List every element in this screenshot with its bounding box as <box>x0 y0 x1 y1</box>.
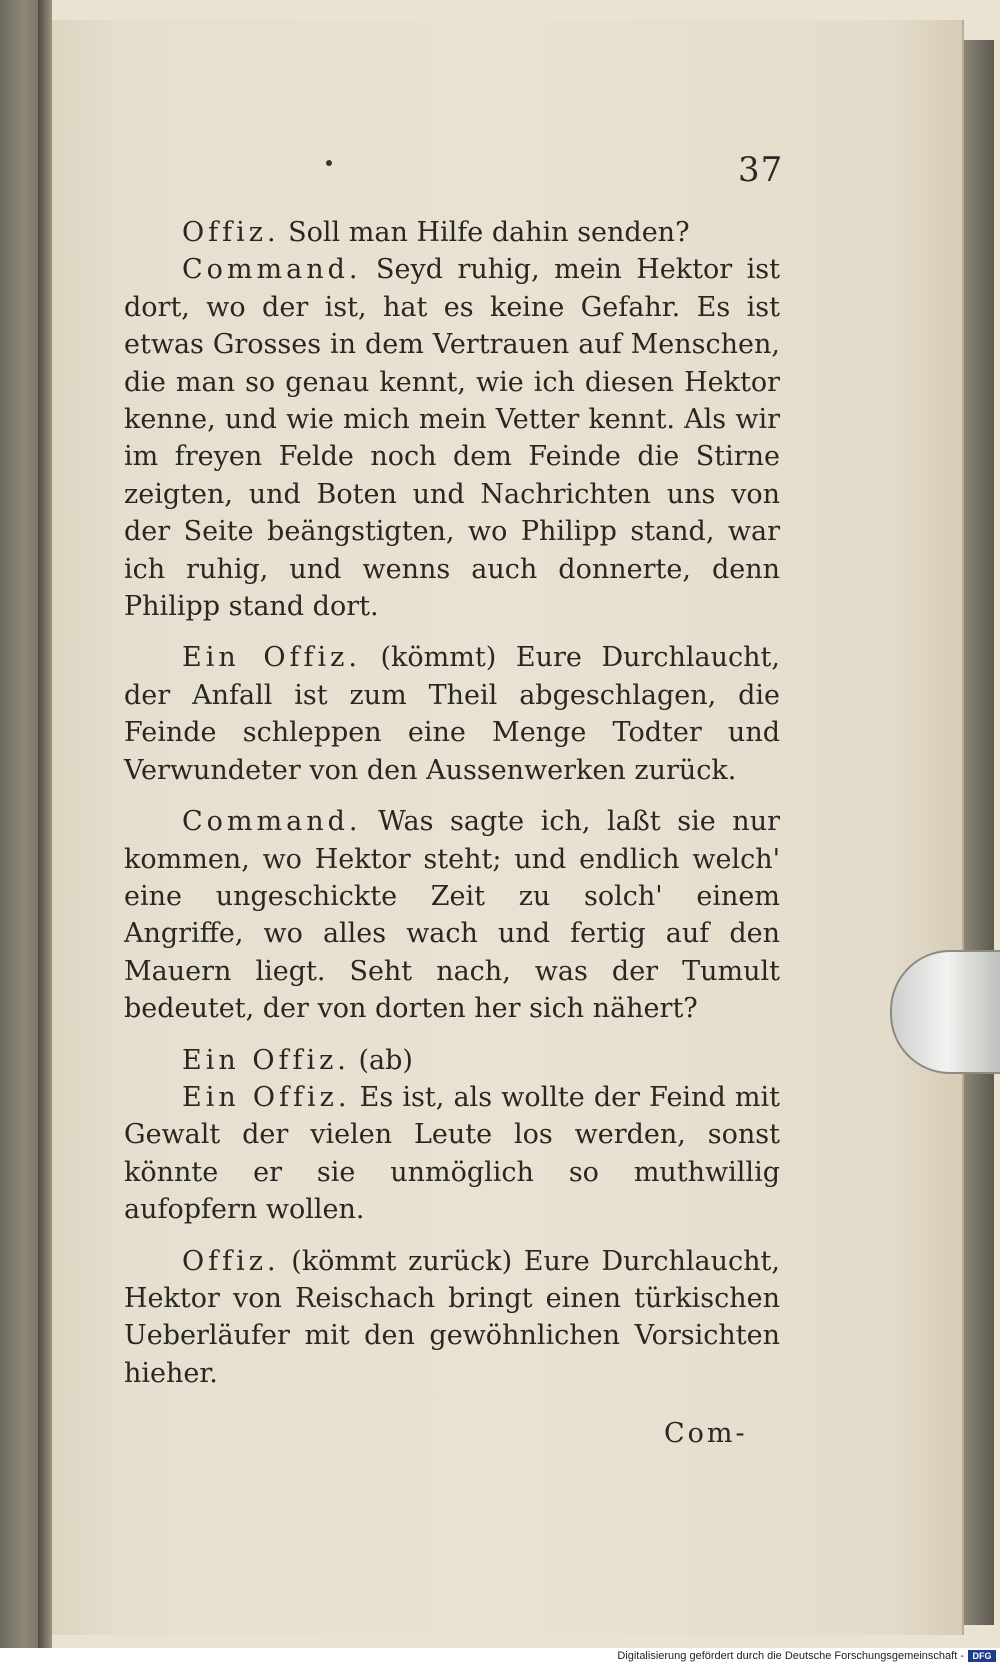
dfg-logo-icon: DFG <box>968 1650 996 1662</box>
left-cover-edge <box>38 0 52 1648</box>
speaker-name: Offiz. <box>182 1245 280 1277</box>
speaker-name: Command. <box>182 254 362 286</box>
speaker-name: Ein Offiz. <box>182 1081 351 1113</box>
speaker-name: Offiz. <box>182 217 280 248</box>
speech-text: Es ist, als wollte der Feind mit Gewalt der vielen Leute los werden, sonst könnte er sie unmöglich so muthwillig aufopfern wollen. <box>124 1081 780 1226</box>
speech-text: (kömmt zurück) Eure Durchlaucht, Hektor von Reischach bringt einen türkischen Ueberläufer mit den gewöhnlichen Vorsichten hieher. <box>124 1245 780 1389</box>
speech-text: (kömmt) Eure Durchlaucht, der Anfall ist zum Theil abgeschlagen, die Feinde schleppen eine Menge Todter und Verwundeter von den Aussenwerken zurück. <box>124 642 780 786</box>
page-clip <box>890 950 1000 1074</box>
page-body <box>124 214 780 1392</box>
speaker-name: Ein Offiz. <box>182 1044 350 1076</box>
paragraph <box>124 1243 780 1393</box>
paragraph <box>124 1042 780 1079</box>
paragraph <box>124 1079 780 1229</box>
paragraph <box>124 803 780 1027</box>
footer-credit: Digitalisierung gefördert durch die Deutsche Forschungsgemeinschaft - <box>617 1650 964 1662</box>
paragraph <box>124 251 780 625</box>
right-book-edge <box>964 40 994 1625</box>
paragraph <box>124 214 780 251</box>
speaker-name: Command. <box>182 806 362 838</box>
page-number: 37 <box>738 150 784 190</box>
speech-text: (ab) <box>358 1044 413 1076</box>
speech-text: Was sagte ich, laßt sie nur kommen, wo Hektor steht; und endlich welch' eine ungeschickte Zeit zu solch' einem Angriffe, wo alles wach und fertig auf den Mauern liegt. Seht nach, was der Tumult bedeutet, der von dorten her sich nähert? <box>124 806 780 1025</box>
catchword: Com- <box>664 1418 748 1449</box>
ink-dot <box>326 160 332 166</box>
speech-text: Soll man Hilfe dahin senden? <box>288 217 690 248</box>
speaker-name: Ein Offiz. <box>182 642 361 674</box>
paragraph <box>124 639 780 789</box>
speech-text: Seyd ruhig, mein Hektor ist dort, wo der ist, hat es keine Gefahr. Es ist etwas Grosses in dem Vertrauen auf Menschen, die man so genau kennt, wie ich diesen Hektor kenne, und wie mich mein Vetter kennt. Als wir im freyen Felde noch dem Feinde die Stirne zeigten, und Boten und Nachrichten uns von der Seite beängstigten, wo Philipp stand, war ich ruhig, und wenns auch donnerte, denn Philipp stand dort. <box>124 254 780 623</box>
